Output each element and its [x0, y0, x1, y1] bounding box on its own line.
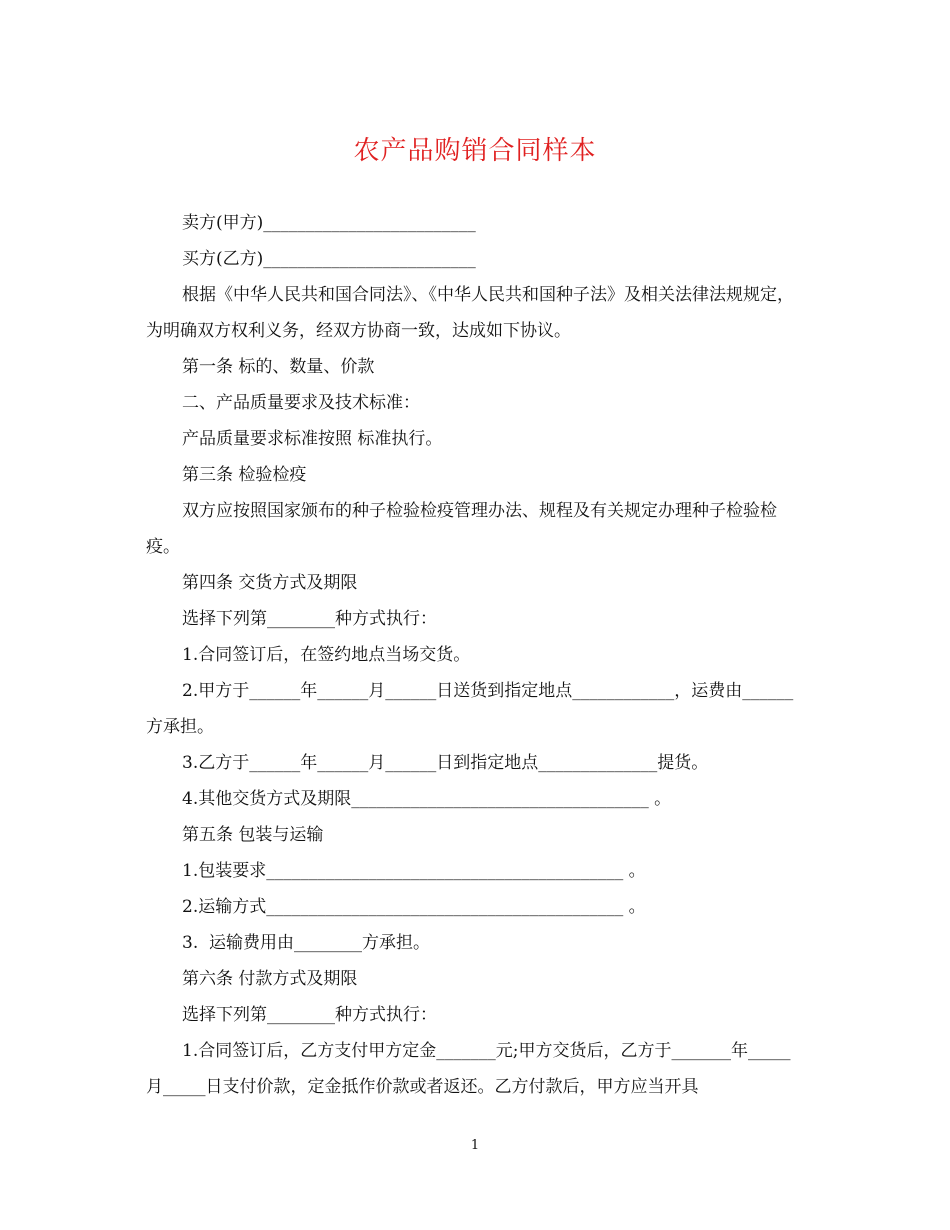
paragraph: 1.合同签订后，乙方支付甲方定金_______元;甲方交货后，乙方于_______年_____月_____日支付价款，定金抵作价款或者返还。乙方付款后，甲方应当开具 [146, 1041, 791, 1097]
paragraph: 卖方(甲方)_________________________ [182, 213, 476, 233]
paragraph: 第五条 包装与运输 [182, 825, 324, 845]
paragraph: 1.合同签订后，在签约地点当场交货。 [182, 645, 471, 665]
paragraph: 选择下列第________种方式执行： [182, 1005, 437, 1025]
document-title: 农产品购销合同样本 [353, 136, 597, 166]
paragraph: 3.乙方于______年______月______日到指定地点______________提货。 [182, 753, 709, 773]
paragraph: 根据《中华人民共和国合同法》、《中华人民共和国种子法》及相关法律法规规定，为明确双方权利义务，经双方协商一致，达成如下协议。 [146, 285, 794, 341]
paragraph: 第三条 检验检疫 [182, 465, 307, 485]
paragraph: 4.其他交货方式及期限___________________________________ 。 [182, 789, 672, 809]
paragraph: 选择下列第________种方式执行： [182, 609, 437, 629]
document-body [146, 205, 806, 1105]
paragraph: 产品质量要求标准按照 标准执行。 [182, 429, 443, 449]
paragraph: 第四条 交货方式及期限 [182, 573, 358, 593]
paragraph: 1.包装要求__________________________________________ 。 [182, 861, 646, 881]
paragraph: 第一条 标的、数量、价款 [182, 357, 375, 377]
paragraph: 双方应按照国家颁布的种子检验检疫管理办法、规程及有关规定办理种子检验检疫。 [146, 501, 777, 557]
paragraph: 3. 运输费用由________方承担。 [182, 933, 431, 953]
paragraph: 二、产品质量要求及技术标准： [182, 393, 420, 413]
paragraph: 第六条 付款方式及期限 [182, 969, 358, 989]
paragraph: 2.甲方于______年______月______日送货到指定地点____________，运费由______方承担。 [146, 681, 794, 737]
paragraph: 买方(乙方)_________________________ [182, 249, 476, 269]
page-number: 1 [470, 1138, 480, 1153]
paragraph: 2.运输方式__________________________________________ 。 [182, 897, 646, 917]
